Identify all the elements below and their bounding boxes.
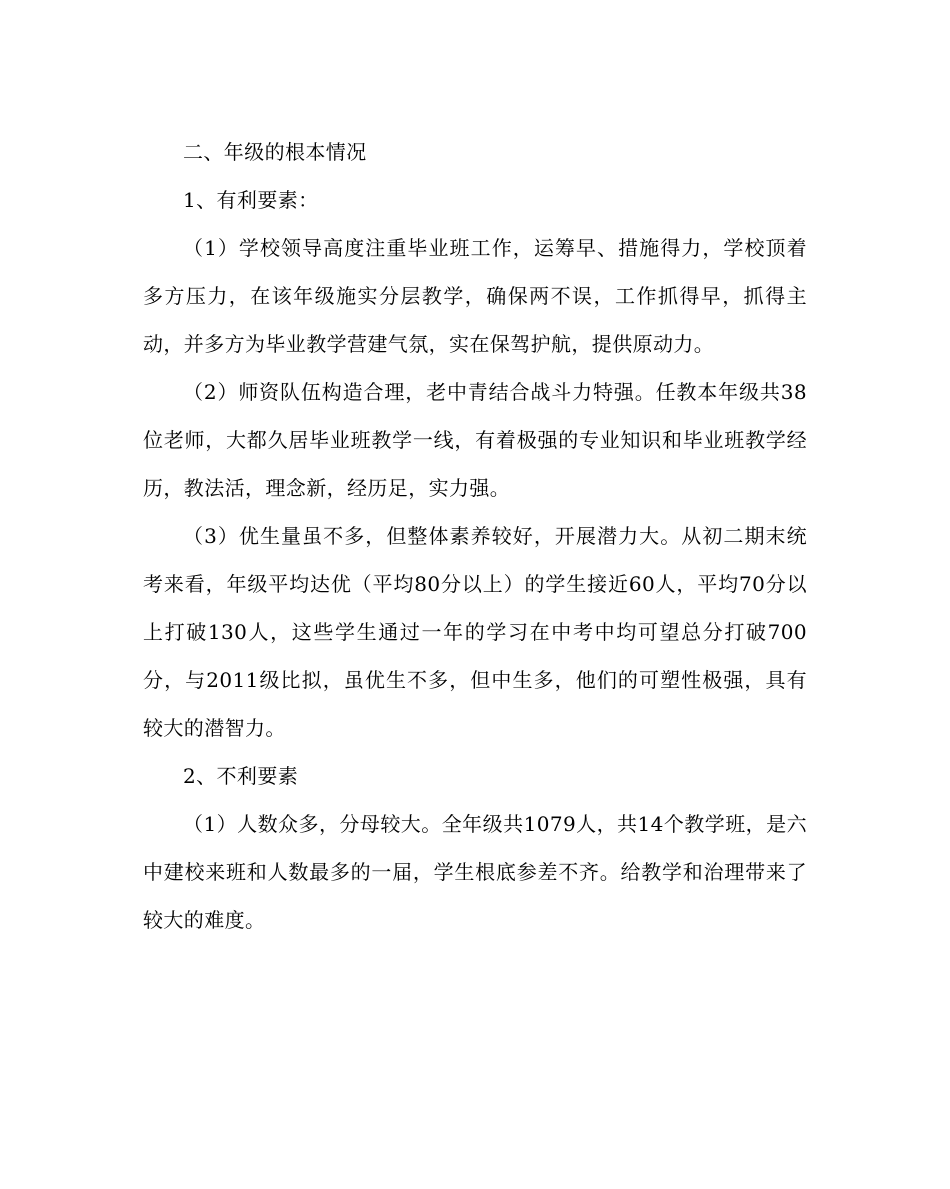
section-heading: 二、年级的根本情况 (183, 140, 367, 164)
paragraph-favorable-3: （3）优生量虽不多，但整体素养较好，开展潜力大。从初二期末统考来看，年级平均达优（平均80分以上）的学生接近60人，平均70分以上打破130人，这些学生通过一年的学习在中考中均可望总分打破700分，与2011级比拟，虽优生不多，但中生多，他们的可塑性极强，具有较大的潜智力。 (143, 524, 807, 740)
subsection-heading-unfavorable: 2、不利要素 (183, 764, 299, 788)
subsection-heading-favorable: 1、有利要素： (183, 188, 319, 212)
document-body (143, 128, 807, 944)
paragraph-favorable-1: （1）学校领导高度注重毕业班工作，运筹早、措施得力，学校顶着多方压力，在该年级施实分层教学，确保两不误，工作抓得早，抓得主动，并多方为毕业教学营建气氛，实在保驾护航，提供原动力。 (143, 236, 807, 356)
paragraph-favorable-2: （2）师资队伍构造合理，老中青结合战斗力特强。任教本年级共38位老师，大都久居毕业班教学一线，有着极强的专业知识和毕业班教学经历，教法活，理念新，经历足，实力强。 (143, 380, 807, 500)
paragraph-unfavorable-1: （1）人数众多，分母较大。全年级共1079人，共14个教学班，是六中建校来班和人数最多的一届，学生根底参差不齐。给教学和治理带来了较大的难度。 (143, 812, 807, 932)
